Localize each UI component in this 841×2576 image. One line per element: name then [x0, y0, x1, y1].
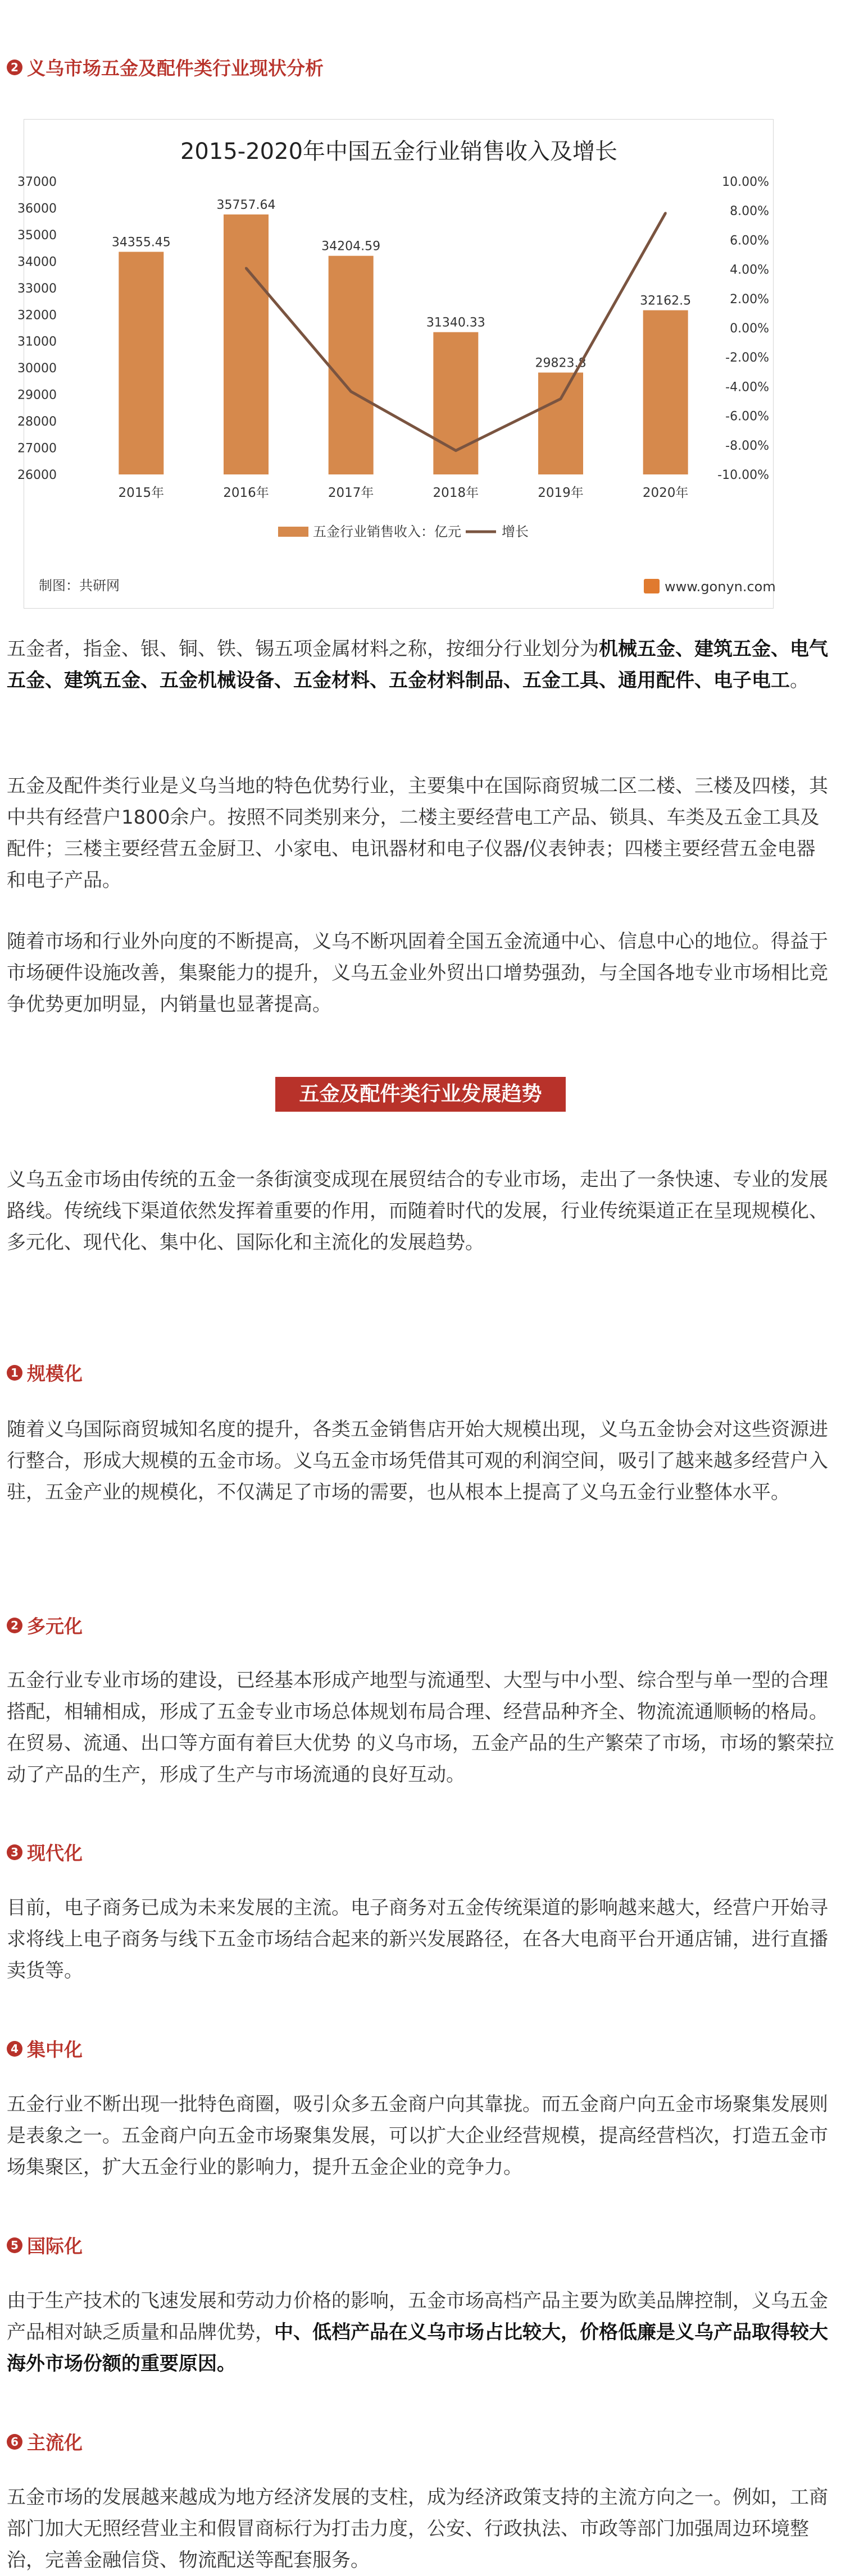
growth-point: [350, 390, 352, 392]
left-axis-tick-label: 30000: [17, 362, 57, 376]
revenue-bar: [433, 332, 478, 474]
intro-text: 五金者，指金、银、铜、铁、锡五项金属材料之称，按细分行业划分为: [7, 638, 599, 660]
trend-paragraph-3: 目前，电子商务已成为未来发展的主流。电子商务对五金传统渠道的影响越来越大，经营户开始寻求将线上电子商务与线下五金市场结合起来的新兴发展路径，在各大电商平台开通店铺，进行直播卖货等。: [7, 1897, 828, 1982]
trend-number-badge: 5: [7, 2237, 22, 2253]
chart-title: 2015-2020年中国五金行业销售收入及增长: [180, 139, 618, 165]
revenue-bar: [643, 310, 688, 474]
section-title: 义乌市场五金及配件类行业现状分析: [27, 57, 324, 79]
chart-source: 制图：共研网: [39, 578, 120, 593]
intro-paragraph: [7, 633, 834, 696]
trend-paragraph-1: 随着义乌国际商贸城知名度的提升，各类五金销售店开始大规模出现，义乌五金协会对这些资源进行整合，形成大规模的五金市场。义乌五金市场凭借其可观的利润空间，吸引了越来越多经营户入驻，五金产业的规模化，不仅满足了市场的需要，也从根本上提高了义乌五金行业整体水平。: [7, 1418, 828, 1504]
bar-value-label: 35757.64: [216, 198, 276, 212]
trend-text: 由于生产技术的飞速发展和劳动力价格的影响，五金市场高档产品主要为欧美品牌控制，义乌五金产品相对缺乏质量和品牌优势，: [7, 2290, 828, 2344]
right-axis-tick-label: -10.00%: [717, 468, 769, 482]
right-axis-tick-label: 8.00%: [730, 204, 769, 219]
trend-heading-1: [7, 1359, 83, 1386]
left-axis-tick-label: 26000: [17, 468, 57, 482]
trend-heading-6: [7, 2428, 83, 2455]
trend-paragraph-5: [7, 2285, 834, 2379]
chart-container: [17, 119, 776, 609]
trend-paragraph-2: 五金行业专业市场的建设，已经基本形成产地型与流通型、大型与中小型、综合型与单一型的合理搭配，相辅相成，形成了五金专业市场总体规划布局合理、经营品种齐全、物流流通顺畅的格局。在贸易、流通、出口等方面有着巨大优势 的义乌市场，五金产品的生产繁荣了市场，市场的繁荣拉动了产品的生产，形成了生产与市场流通的良好互动。: [7, 1669, 834, 1786]
bar-value-label: 29823.8: [535, 356, 587, 371]
growth-point: [665, 212, 667, 214]
x-axis-tick-label: 2019年: [538, 486, 584, 500]
paragraph-industry-location: 五金及配件类行业是义乌当地的特色优势行业，主要集中在国际商贸城二区二楼、三楼及四楼，其中共有经营户1800余户。按照不同类别来分，二楼主要经营电工产品、锁具、车类及五金工具及配件；三楼主要经营五金厨卫、小家电、电讯器材和电子仪器/仪表钟表；四楼主要经营五金电器和电子产品。: [7, 775, 828, 892]
x-axis-tick-label: 2020年: [642, 486, 689, 500]
right-axis-tick-label: -6.00%: [725, 409, 769, 424]
legend-line-label: 增长: [502, 524, 529, 540]
right-axis-tick-label: 10.00%: [722, 175, 769, 189]
trend-number-badge: 2: [7, 1618, 22, 1633]
left-axis-tick-label: 34000: [17, 255, 57, 270]
trend-paragraph-6: 五金市场的发展越来越成为地方经济发展的支柱，成为经济政策支持的主流方向之一。例如，工商部门加大无照经营业主和假冒商标行为打击力度，公安、行政执法、市政等部门加强周边环境整治，完善金融信贷、物流配送等配套服务。: [7, 2486, 828, 2572]
trend-title: 多元化: [27, 1615, 83, 1637]
left-axis-tick-label: 32000: [17, 308, 57, 323]
chart-watermark: www.gonyn.com: [665, 579, 776, 595]
revenue-bar: [538, 373, 583, 474]
growth-point: [245, 267, 247, 270]
trend-bold-text: 中、低档产品在义乌市场占比较大，价格低廉是义乌产品取得较大海外市场份额的重要原因。: [7, 2321, 828, 2375]
trend-heading-5: [7, 2232, 83, 2258]
growth-point: [454, 449, 457, 451]
growth-point: [560, 398, 562, 400]
paragraph-market-openness: 随着市场和行业外向度的不断提高，义乌不断巩固着全国五金流通中心、信息中心的地位。得益于市场硬件设施改善，集聚能力的提升，义乌五金业外贸出口增势强劲，与全国各地专业市场相比竞争优势更加明显，内销量也显著提高。: [7, 930, 828, 1016]
left-axis-tick-label: 33000: [17, 281, 57, 296]
right-axis-tick-label: 2.00%: [730, 292, 769, 307]
x-axis-tick-label: 2018年: [433, 486, 479, 500]
bar-value-label: 34355.45: [111, 235, 171, 250]
trend-number-badge: 3: [7, 1844, 22, 1860]
legend-bar-swatch: [278, 527, 308, 537]
bar-value-label: 31340.33: [426, 316, 485, 330]
revenue-bar: [329, 256, 374, 474]
right-axis-tick-label: 6.00%: [730, 234, 769, 248]
intro-end: 。: [790, 669, 809, 692]
watermark-logo-icon: [644, 579, 660, 593]
right-axis-tick-label: -4.00%: [725, 380, 769, 395]
right-axis-tick-label: 4.00%: [730, 263, 769, 277]
trend-title: 规模化: [27, 1363, 83, 1385]
left-axis-tick-label: 29000: [17, 388, 57, 403]
trends-banner: 五金及配件类行业发展趋势: [275, 1077, 566, 1112]
section-heading: [7, 54, 324, 80]
revenue-bar: [119, 252, 163, 474]
trend-title: 现代化: [27, 1842, 83, 1864]
bar-value-label: 34204.59: [321, 239, 381, 254]
trend-heading-4: [7, 2035, 83, 2062]
trend-heading-3: [7, 1839, 83, 1865]
left-axis-tick-label: 28000: [17, 415, 57, 430]
left-axis-tick-label: 36000: [17, 202, 57, 216]
x-axis-tick-label: 2016年: [223, 486, 269, 500]
right-axis-tick-label: 0.00%: [730, 322, 769, 336]
left-axis-tick-label: 27000: [17, 441, 57, 456]
x-axis-tick-label: 2015年: [118, 486, 165, 500]
right-axis-tick-label: -2.00%: [725, 351, 769, 366]
left-axis-tick-label: 31000: [17, 335, 57, 349]
trend-title: 主流化: [27, 2432, 83, 2454]
revenue-bar: [224, 214, 269, 474]
revenue-growth-chart: [17, 120, 776, 609]
trend-title: 国际化: [27, 2235, 83, 2257]
left-axis-tick-label: 37000: [17, 175, 57, 189]
section-number-badge: 2: [7, 60, 22, 75]
x-axis-tick-label: 2017年: [328, 486, 374, 500]
paragraph-trends-intro: 义乌五金市场由传统的五金一条街演变成现在展贸结合的专业市场，走出了一条快速、专业的发展路线。传统线下渠道依然发挥着重要的作用，而随着时代的发展，行业传统渠道正在呈现规模化、多元化、现代化、集中化、国际化和主流化的发展趋势。: [7, 1168, 828, 1254]
trend-heading-2: [7, 1612, 83, 1638]
right-axis-tick-label: -8.00%: [725, 439, 769, 453]
trend-number-badge: 6: [7, 2434, 22, 2450]
left-axis-tick-label: 35000: [17, 228, 57, 243]
trend-number-badge: 4: [7, 2041, 22, 2057]
trend-number-badge: 1: [7, 1365, 22, 1381]
intro-bold-categories: 机械五金、建筑五金、电气五金、建筑五金、五金机械设备、五金材料、五金材料制品、五金工具、通用配件、电子电工: [7, 638, 828, 692]
trend-title: 集中化: [27, 2039, 83, 2061]
legend-bar-label: 五金行业销售收入：亿元: [313, 524, 461, 540]
bar-value-label: 32162.5: [640, 294, 692, 308]
trend-paragraph-4: 五金行业不断出现一批特色商圈，吸引众多五金商户向其靠拢。而五金商户向五金市场聚集发展则是表象之一。五金商户向五金市场聚集发展，可以扩大企业经营规模，提高经营档次，打造五金市场集聚区，扩大五金行业的影响力，提升五金企业的竞争力。: [7, 2093, 828, 2178]
